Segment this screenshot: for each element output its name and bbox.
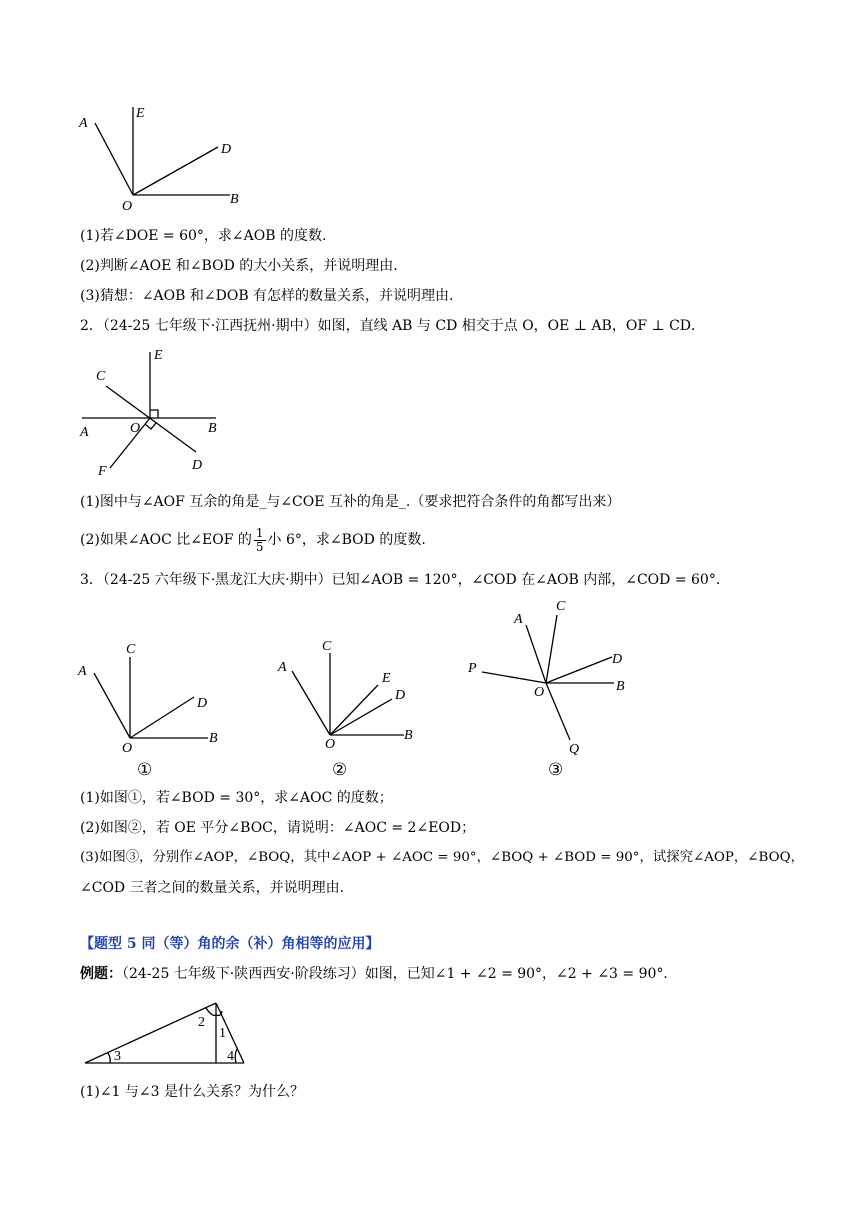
ray-OA	[526, 625, 546, 683]
p2-q2-before: (2)如果∠AOC 比∠EOF 的	[80, 532, 252, 548]
right-angle-mark-F	[145, 423, 156, 429]
angle-label-3: 3	[114, 1049, 121, 1064]
label-C: C	[556, 599, 566, 614]
p2-question-1: (1)图中与∠AOF 互余的角是_与∠COE 互补的角是_.（要求把符合条件的角都写出来）	[80, 494, 621, 510]
ray-OP	[482, 672, 546, 683]
p1-question-2: (2)判断∠AOE 和∠BOD 的大小关系，并说明理由.	[80, 258, 398, 274]
label-B: B	[208, 421, 217, 436]
example-label: 例题：	[80, 966, 122, 982]
label-A: A	[79, 116, 88, 131]
ray-OD	[133, 147, 218, 195]
ray-OQ	[546, 683, 570, 740]
p2-stem: 2．（24-25 七年级下·江西抚州·期中）如图，直线 AB 与 CD 相交于点 O，OE ⊥ AB，OF ⊥ CD．	[80, 318, 706, 334]
label-C: C	[322, 639, 332, 654]
example-line	[80, 964, 677, 984]
p3-question-2: (2)如图②，若 OE 平分∠BOC，请说明：∠AOC = 2∠EOD；	[80, 820, 476, 836]
angle-arc-4	[235, 1049, 237, 1063]
p2-q2-after: 小 6°，求∠BOD 的度数.	[267, 532, 426, 548]
example-text: （24-25 七年级下·陕西西安·阶段练习）如图，已知∠1 + ∠2 = 90°，∠2 + ∠3 = 90°．	[122, 966, 678, 982]
figure-problem1	[70, 95, 270, 220]
ray-OD	[330, 699, 392, 735]
figure-caption-1: ①	[137, 760, 153, 780]
p2-question-2	[80, 524, 426, 556]
label-O: O	[534, 685, 545, 700]
label-F: F	[98, 464, 107, 479]
label-Q: Q	[569, 742, 580, 757]
right-angle-mark-E	[150, 410, 158, 418]
line-CD	[106, 386, 196, 452]
ray-OD	[130, 697, 194, 738]
figure-problem2	[70, 342, 240, 482]
angle-arc-2	[206, 1008, 216, 1015]
section-heading: 【题型 5 同（等）角的余（补）角相等的应用】	[80, 936, 380, 952]
figure-problem3-3	[460, 595, 640, 765]
angle-label-4: 4	[227, 1049, 234, 1064]
figure-problem3-1	[70, 635, 240, 755]
figure-problem3-2	[270, 635, 440, 755]
label-E: E	[382, 671, 391, 686]
ray-OA	[94, 673, 130, 738]
label-C: C	[126, 642, 136, 657]
ray-OE	[330, 685, 378, 735]
p3-stem: 3．（24-25 六年级下·黑龙江大庆·期中）已知∠AOB = 120°，∠COD 在∠AOB 内部，∠COD = 60°．	[80, 572, 730, 588]
label-A: A	[278, 660, 287, 675]
label-O: O	[122, 199, 133, 214]
label-O: O	[122, 741, 133, 755]
p1-question-3: (3)猜想：∠AOB 和∠DOB 有怎样的数量关系，并说明理由.	[80, 288, 454, 304]
figure-example-triangle	[80, 995, 260, 1075]
label-O: O	[130, 421, 141, 436]
angle-label-2: 2	[198, 1015, 205, 1030]
label-B: B	[616, 679, 625, 694]
label-E: E	[154, 348, 163, 363]
label-B: B	[209, 731, 218, 746]
triangle-hypotenuse	[85, 1003, 216, 1063]
label-D: D	[612, 652, 623, 667]
fraction-one-fifth	[254, 527, 266, 554]
ray-OD	[546, 657, 612, 683]
p1-question-1: (1)若∠DOE = 60°，求∠AOB 的度数.	[80, 228, 327, 244]
angle-label-1: 1	[219, 1026, 226, 1041]
label-P: P	[468, 661, 477, 676]
label-A: A	[514, 612, 523, 627]
label-O: O	[325, 737, 336, 752]
p3-question-3a: (3)如图③，分别作∠AOP，∠BOQ，其中∠AOP + ∠AOC = 90°，∠BOQ + ∠BOD = 90°，试探究∠AOP，∠BOQ，	[80, 850, 804, 865]
p3-question-1: (1)如图①，若∠BOD = 30°，求∠AOC 的度数；	[80, 790, 393, 806]
label-A: A	[80, 425, 89, 440]
ray-OA	[292, 671, 330, 735]
example-question-1: (1)∠1 与∠3 是什么关系？为什么？	[80, 1084, 305, 1100]
label-D: D	[192, 458, 203, 473]
label-D: D	[197, 696, 208, 711]
angle-arc-3	[108, 1053, 110, 1063]
label-B: B	[404, 728, 413, 743]
label-A: A	[78, 664, 87, 679]
fraction-denominator: 5	[255, 539, 264, 554]
figure-caption-2: ②	[332, 760, 348, 780]
label-D: D	[395, 688, 406, 703]
fraction-numerator: 1	[255, 525, 264, 540]
p3-question-3b: ∠COD 三者之间的数量关系，并说明理由.	[80, 880, 345, 896]
label-B: B	[230, 192, 239, 207]
label-D: D	[221, 142, 232, 157]
figure-caption-3: ③	[548, 760, 564, 780]
ray-OA	[95, 123, 133, 195]
ray-OC	[546, 615, 557, 683]
label-E: E	[136, 106, 145, 121]
angle-arc-1	[216, 1011, 222, 1016]
label-C: C	[96, 369, 106, 384]
